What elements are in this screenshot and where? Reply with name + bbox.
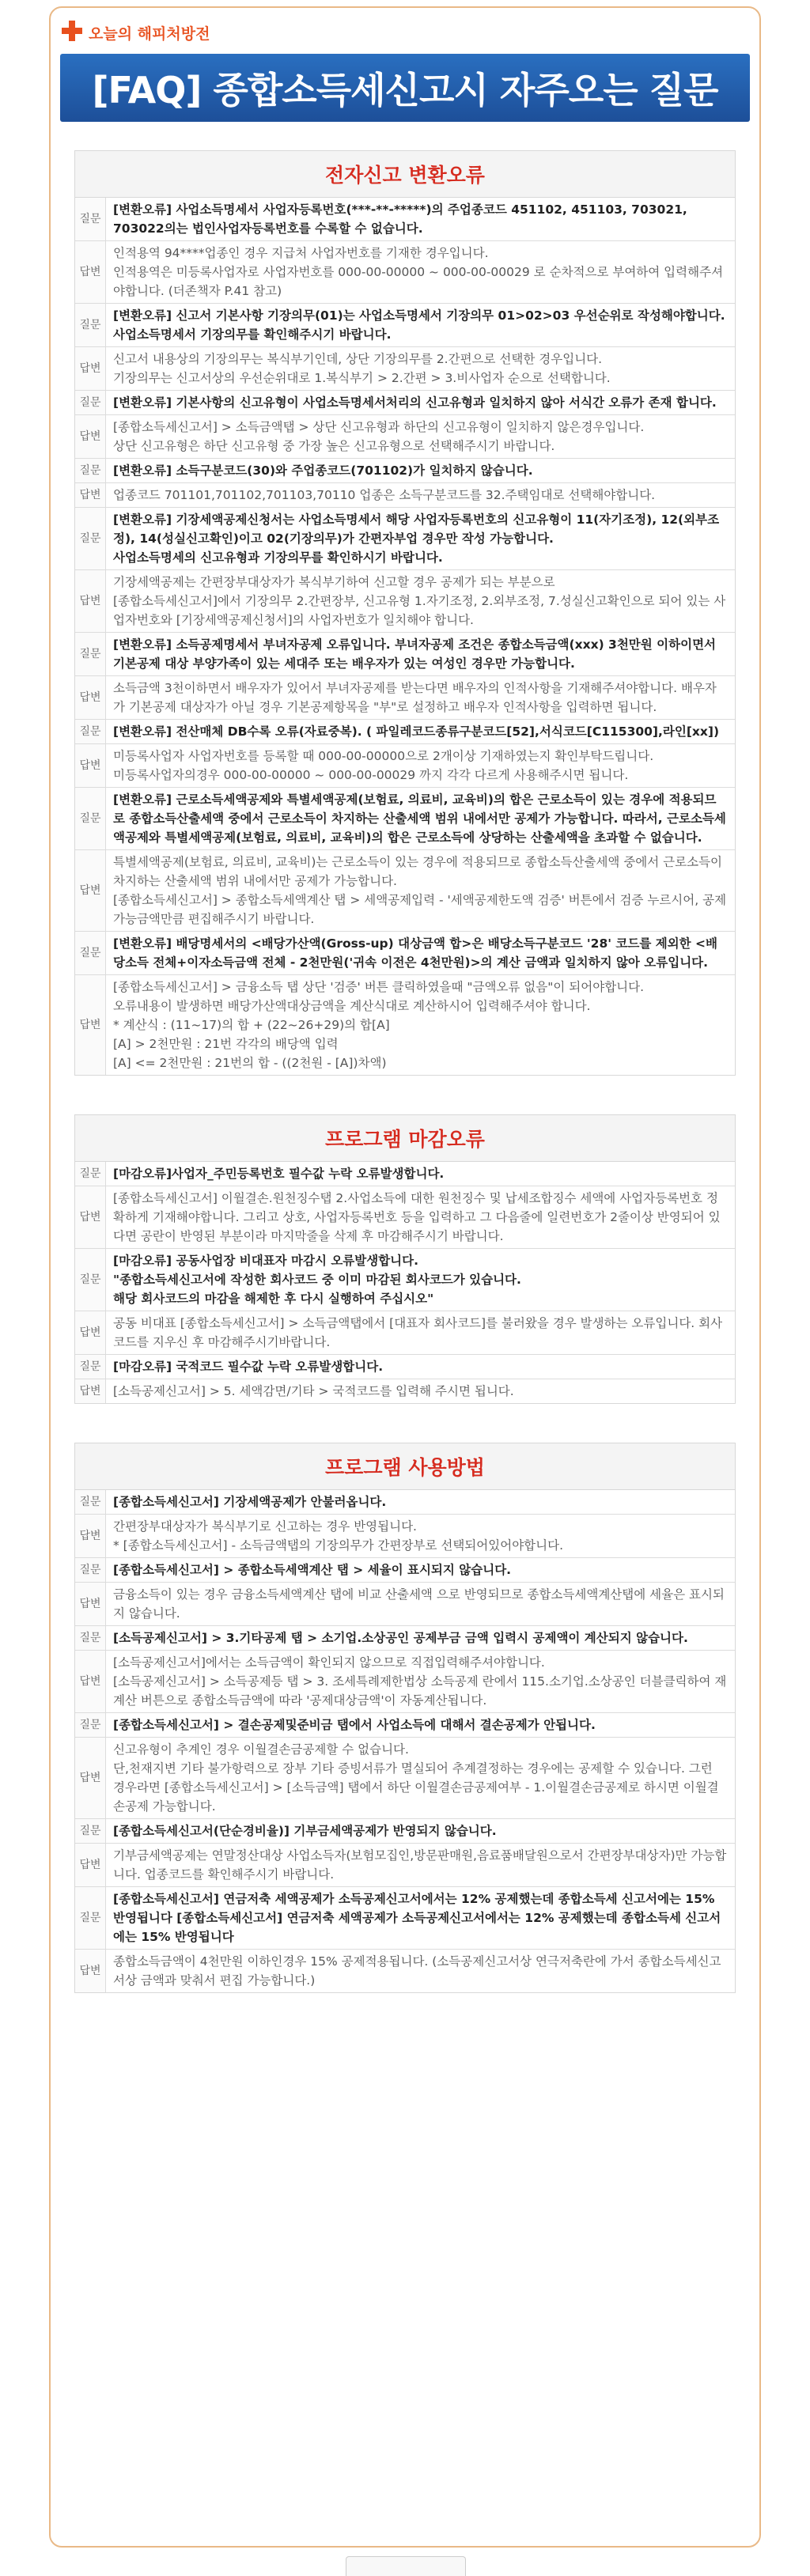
question-row (75, 1713, 735, 1738)
question-row (75, 1355, 735, 1379)
question-text (106, 932, 736, 975)
text-line: [A] <= 2천만원 : 21번의 합 - ((2천원 - [A])차액) (113, 1056, 387, 1070)
question-row (75, 633, 735, 676)
question-text (106, 459, 736, 483)
section-title: 프로그램 마감오류 (75, 1115, 735, 1162)
question-text (106, 1887, 736, 1950)
answer-label: 답변 (75, 1844, 106, 1887)
answer-row (75, 241, 735, 304)
text-line: 미등록사업자 사업자번호를 등록할 때 000-00-00000으로 2개이상 기재하였는지 확인부탁드립니다. (113, 749, 654, 763)
plus-icon (62, 21, 82, 41)
question-label: 질문 (75, 633, 106, 676)
question-text (106, 1819, 736, 1844)
text-line: 업종코드 701101,701102,701103,70110 업종은 소득구분코드를 32.주택임대로 선택해야합니다. (113, 488, 656, 502)
question-label: 질문 (75, 932, 106, 975)
answer-text (106, 1186, 736, 1249)
answer-text (106, 241, 736, 304)
question-label: 질문 (75, 508, 106, 570)
answer-label: 답변 (75, 347, 106, 391)
answer-label: 답변 (75, 1583, 106, 1626)
answer-row (75, 570, 735, 633)
answer-label: 답변 (75, 570, 106, 633)
text-line: [종합소득세신고서] 기장세액공제가 안불러옵니다. (113, 1495, 387, 1509)
answer-row (75, 1950, 735, 1993)
text-line: 인적용역 94****업종인 경우 지급처 사업자번호를 기재한 경우입니다. (113, 246, 489, 260)
question-text (106, 1355, 736, 1379)
question-text (106, 508, 736, 570)
answer-text (106, 744, 736, 788)
text-line: [마감오류]사업자_주민등록번호 필수값 누락 오류발생합니다. (113, 1167, 445, 1181)
faq-table (75, 1490, 735, 1992)
answer-label: 답변 (75, 1950, 106, 1993)
bottom-tab[interactable] (346, 2556, 466, 2576)
question-row (75, 459, 735, 483)
question-row (75, 1819, 735, 1844)
answer-row (75, 1651, 735, 1713)
faq-frame (49, 6, 761, 2548)
answer-row (75, 415, 735, 459)
text-line: [소득공제신고서] > 3.기타공제 탭 > 소기업.소상공인 공제부금 금액 입력시 공제액이 계산되지 않습니다. (113, 1631, 688, 1645)
text-line: [마감오류] 공동사업장 비대표자 마감시 오류발생합니다. (113, 1254, 419, 1268)
question-text (106, 788, 736, 850)
section-title: 프로그램 사용방법 (75, 1443, 735, 1490)
question-label: 질문 (75, 720, 106, 744)
answer-label: 답변 (75, 415, 106, 459)
text-line: 간편장부대상자가 복식부기로 신고하는 경우 반영됩니다. (113, 1519, 417, 1534)
text-line: 기장세액공제는 간편장부대상자가 복식부기하여 신고할 경우 공제가 되는 부분으로 (113, 575, 555, 589)
answer-label: 답변 (75, 241, 106, 304)
answer-label: 답변 (75, 483, 106, 508)
text-line: 미등록사업자의경우 000-00-00000 ~ 000-00-00029 까지 각각 다르게 사용해주시면 됩니다. (113, 768, 629, 782)
answer-text (106, 1844, 736, 1887)
text-line: [변환오류] 전산매체 DB수록 오류(자료중복). ( 파일레코드종류구분코드[52],서식코드[C115300],라인[xx]) (113, 724, 720, 739)
text-line: 금융소득이 있는 경우 금융소득세액계산 탭에 비교 산출세액 으로 반영되므로 종합소득세액계산탭에 세율은 표시되지 않습니다. (113, 1587, 725, 1621)
answer-row (75, 347, 735, 391)
text-line: [소득공제신고서] > 5. 세액감면/기타 > 국적코드를 입력해 주시면 됩니다. (113, 1384, 514, 1398)
text-line: 해당 회사코드의 마감을 해제한 후 다시 실행하여 주십시오" (113, 1292, 434, 1306)
text-line: * 계산식 : (11~17)의 합 + (22~26+29)의 합[A] (113, 1018, 390, 1032)
question-row (75, 788, 735, 850)
text-line: [종합소득세신고서(단순경비율)] 기부금세액공제가 반영되지 않습니다. (113, 1824, 497, 1838)
answer-text (106, 1311, 736, 1355)
question-label: 질문 (75, 1713, 106, 1738)
question-text (106, 1162, 736, 1186)
text-line: [A] > 2천만원 : 21번 각각의 배당액 입력 (113, 1037, 339, 1051)
question-row (75, 391, 735, 415)
text-line: 신고서 내용상의 기장의무는 복식부기인데, 상단 기장의무를 2.간편으로 선택한 경우입니다. (113, 352, 603, 366)
question-label: 질문 (75, 1490, 106, 1515)
question-label: 질문 (75, 459, 106, 483)
answer-text (106, 1583, 736, 1626)
text-line: [소득공제신고서]에서는 소득금액이 확인되지 않으므로 직접입력해주셔야합니다. (113, 1655, 545, 1670)
text-line: [종합소득세신고서] > 금융소득 탭 상단 '검증' 버튼 클릭하였을때 "금액오류 없음"이 되어야합니다. (113, 980, 645, 994)
question-text (106, 1249, 736, 1311)
text-line: 인적용역은 미등록사업자로 사업자번호를 000-00-00000 ~ 000-00-00029 로 순차적으로 부여하여 입력해주셔야합니다. (더존책자 P.41 참고) (113, 265, 724, 298)
question-text (106, 1490, 736, 1515)
answer-row (75, 1738, 735, 1819)
question-text (106, 1626, 736, 1651)
question-text (106, 720, 736, 744)
answer-row (75, 1515, 735, 1558)
answer-row (75, 1311, 735, 1355)
answer-label: 답변 (75, 1738, 106, 1819)
text-line: 기장의무는 신고서상의 우선순위대로 1.복식부기 > 2.간편 > 3.비사업자 순으로 선택합니다. (113, 371, 611, 385)
question-label: 질문 (75, 391, 106, 415)
question-text (106, 391, 736, 415)
question-text (106, 1558, 736, 1583)
question-row (75, 198, 735, 241)
answer-text (106, 347, 736, 391)
text-line: * [종합소득세신고서] - 소득금액탭의 기장의무가 간편장부로 선택되어있어야합니다. (113, 1538, 564, 1553)
text-line: 공동 비대표 [종합소득세신고서] > 소득금액탭에서 [대표자 회사코드]를 불러왔을 경우 발생하는 오류입니다. 회사코드를 지우신 후 마감해주시기바랍니다. (113, 1316, 723, 1349)
answer-text (106, 415, 736, 459)
text-line: 사업소득명세의 신고유형과 기장의무를 확인하시기 바랍니다. (113, 550, 443, 565)
text-line: "종합소득세신고서에 작성한 회사코드 중 이미 마감된 회사코드가 있습니다. (113, 1273, 521, 1287)
answer-row (75, 850, 735, 932)
text-line: [변환오류] 배당명세서의 <배당가산액(Gross-up) 대상금액 합>은 배당소득구분코드 '28' 코드를 제외한 <배당소득 전체+이자소득금액 전체 - 2천만원('귀속 이전은 4천만원)>의 계산 금액과 일치하지 않아 오류입니다. (113, 936, 717, 970)
answer-row (75, 483, 735, 508)
text-line: 상단 신고유형은 하단 신고유형 중 가장 높은 신고유형으로 선택해주시기 바랍니다. (113, 439, 555, 453)
faq-section (74, 1443, 736, 1993)
answer-text (106, 1738, 736, 1819)
question-label: 질문 (75, 198, 106, 241)
question-label: 질문 (75, 1626, 106, 1651)
faq-table (75, 198, 735, 1075)
question-label: 질문 (75, 304, 106, 347)
question-label: 질문 (75, 1819, 106, 1844)
answer-row (75, 1583, 735, 1626)
answer-text (106, 975, 736, 1076)
answer-label: 답변 (75, 1515, 106, 1558)
text-line: 단,천재지변 기타 불가항력으로 장부 기타 증빙서류가 멸실되어 추계결정하는 경우에는 공제할 수 있습니다. 그런 경우라면 [종합소득세신고서] > [소득금액] 탭에서 하단 이월결손금공제여부 - 1.이월결손금공제로 하시면 이월결손공제 가능합니다. (113, 1761, 719, 1814)
question-row (75, 304, 735, 347)
question-text (106, 198, 736, 241)
answer-row (75, 975, 735, 1076)
answer-label: 답변 (75, 744, 106, 788)
question-row (75, 1490, 735, 1515)
answer-label: 답변 (75, 1311, 106, 1355)
text-line: [소득공제신고서] > 소득공제등 탭 > 3. 조세특례제한법상 소득공제 란에서 115.소기업.소상공인 더블클릭하여 재계산 버튼으로 종합소득금액에 따라 '공제대상금액'이 자동계산됩니다. (113, 1674, 727, 1708)
section-title: 전자신고 변환오류 (75, 151, 735, 198)
answer-label: 답변 (75, 975, 106, 1076)
text-line: [변환오류] 소득공제명세서 부녀자공제 오류입니다. 부녀자공제 조건은 종합소득금액(xxx) 3천만원 이하이면서 기본공제 대상 부양가족이 있는 세대주 또는 배우자가 있는 여성인 경우만 가능합니다. (113, 637, 717, 671)
faq-table (75, 1162, 735, 1403)
answer-label: 답변 (75, 1651, 106, 1713)
faq-section (74, 150, 736, 1076)
question-text (106, 304, 736, 347)
page-title: [FAQ] 종합소득세신고시 자주오는 질문 (92, 69, 718, 112)
answer-text (106, 1950, 736, 1993)
faq-section (74, 1114, 736, 1404)
text-line: [종합소득세신고서] 연금저축 세액공제가 소득공제신고서에서는 12% 공제했는데 종합소득세 신고서에는 15% 반영됩니다 [종합소득세신고서] 연금저축 세액공제가 소득공제신고서에서는 12% 공제했는데 종합소득세 신고서에는 15% 반영됩니다 (113, 1892, 721, 1944)
answer-text (106, 1379, 736, 1404)
text-line: [변환오류] 근로소득세액공제와 특별세액공제(보험료, 의료비, 교육비)의 합은 근로소득이 있는 경우에 적용되므로 종합소득산출세액 중에서 근로소득이 차지하는 산출세액 범위 내에서만 공제가 가능합니다. 따라서, 근로소득세액공제와 특별세액공제(보험료, 의료비, 교육비)의 합은 근로소득에 상당하는 산출세액을 초과할 수 없습니다. (113, 792, 726, 845)
text-line: [종합소득세신고서]에서 기장의무 2.간편장부, 신고유형 1.자기조정, 2.외부조정, 7.성실신고확인으로 되어 있는 사업자번호와 [기장세액공제신청서]의 사업자번호가 일치해야 합니다. (113, 594, 726, 627)
text-line: [종합소득세신고서] > 종합소득세액계산 탭 > 세액공제입력 - '세액공제한도액 검증' 버튼에서 검증 누르시어, 공제가능금액만큼 편집해주시기 바랍니다. (113, 893, 727, 926)
text-line: 특별세액공제(보험료, 의료비, 교육비)는 근로소득이 있는 경우에 적용되므로 종합소득산출세액 중에서 근로소득이 차지하는 산출세액 범위 내에서만 공제가 가능합니다. (113, 855, 723, 888)
text-line: [종합소득세신고서] > 종합소득세액계산 탭 > 세율이 표시되지 않습니다. (113, 1563, 512, 1577)
answer-row (75, 744, 735, 788)
answer-label: 답변 (75, 1379, 106, 1404)
answer-row (75, 1379, 735, 1404)
question-row (75, 720, 735, 744)
answer-text (106, 570, 736, 633)
text-line: [종합소득세신고서] > 결손공제및준비금 탭에서 사업소득에 대해서 결손공제가 안됩니다. (113, 1718, 596, 1732)
answer-label: 답변 (75, 676, 106, 720)
text-line: [변환오류] 기장세액공제신청서는 사업소득명세서 해당 사업자등록번호의 신고유형이 11(자기조정), 12(외부조정), 14(성실신고확인)이고 02(기장의무)가 간편자부업 경우만 작성 가능합니다. (113, 513, 720, 546)
answer-row (75, 676, 735, 720)
faq-sections (51, 150, 759, 1993)
question-label: 질문 (75, 1249, 106, 1311)
answer-text (106, 483, 736, 508)
question-row (75, 1558, 735, 1583)
answer-text (106, 1515, 736, 1558)
answer-text (106, 1651, 736, 1713)
brand-title: 오늘의 해피처방전 (89, 25, 210, 43)
question-text (106, 1713, 736, 1738)
question-row (75, 1162, 735, 1186)
text-line: 오류내용이 발생하면 배당가산액대상금액을 계산식대로 계산하시어 입력해주셔야 합니다. (113, 999, 591, 1013)
question-row (75, 1887, 735, 1950)
answer-row (75, 1186, 735, 1249)
question-label: 질문 (75, 1887, 106, 1950)
text-line: 기부금세액공제는 연말정산대상 사업소득자(보험모집인,방문판매원,음료품배달원으로서 간편장부대상자)만 가능합니다. 업종코드를 확인해주시기 바랍니다. (113, 1848, 727, 1882)
question-row (75, 508, 735, 570)
question-label: 질문 (75, 1558, 106, 1583)
text-line: 신고유형이 추계인 경우 이월결손금공제할 수 없습니다. (113, 1742, 409, 1757)
question-text (106, 633, 736, 676)
question-row (75, 1249, 735, 1311)
text-line: 종합소득금액이 4천만원 이하인경우 15% 공제적용됩니다. (소득공제신고서상 연극저축란에 가서 종합소득세신고서상 금액과 맞춰서 편집 가능합니다.) (113, 1954, 721, 1988)
answer-label: 답변 (75, 1186, 106, 1249)
top-bar (51, 8, 759, 54)
answer-text (106, 850, 736, 932)
text-line: [종합소득세신고서] > 소득금액탭 > 상단 신고유형과 하단의 신고유형이 일치하지 않은경우입니다. (113, 420, 645, 434)
question-label: 질문 (75, 788, 106, 850)
answer-label: 답변 (75, 850, 106, 932)
text-line: [종합소득세신고서] 이월결손.원천징수탭 2.사업소득에 대한 원천징수 및 납세조합징수 세액에 사업자등록번호 정확하게 기재해야합니다. 그리고 상호, 사업자등록번호 등을 입력하고 그 다음줄에 일련번호가 2줄이상 반영되어 있다면 공란이 반영된 부분이라 마지막줄을 삭제 후 마감해주시기 바랍니다. (113, 1191, 721, 1243)
question-row (75, 1626, 735, 1651)
text-line: [변환오류] 기본사항의 신고유형이 사업소득명세서처리의 신고유형과 일치하지 않아 서식간 오류가 존재 합니다. (113, 395, 717, 410)
text-line: 소득금액 3천이하면서 배우자가 있어서 부녀자공제를 받는다면 배우자의 인적사항을 기재해주셔야합니다. 배우자가 기본공제 대상자가 아닐 경우 기본공제항목을 "부"로 설정하고 배우자 인적사항을 입력하면 됩니다. (113, 681, 717, 714)
question-label: 질문 (75, 1162, 106, 1186)
question-row (75, 932, 735, 975)
text-line: [마감오류] 국적코드 필수값 누락 오류발생합니다. (113, 1360, 384, 1374)
text-line: [변환오류] 소득구분코드(30)와 주업종코드(701102)가 일치하지 않습니다. (113, 463, 533, 478)
question-label: 질문 (75, 1355, 106, 1379)
answer-row (75, 1844, 735, 1887)
page-banner (60, 54, 750, 122)
text-line: [변환오류] 신고서 기본사항 기장의무(01)는 사업소득명세서 기장의무 01>02>03 우선순위로 작성해야합니다. 사업소득명세서 기장의무를 확인해주시기 바랍니다. (113, 308, 725, 342)
text-line: [변환오류] 사업소득명세서 사업자등록번호(***-**-*****)의 주업종코드 451102, 451103, 703021, 703022의는 법인사업자등록번호를 수록할 수 없습니다. (113, 202, 687, 236)
answer-text (106, 676, 736, 720)
